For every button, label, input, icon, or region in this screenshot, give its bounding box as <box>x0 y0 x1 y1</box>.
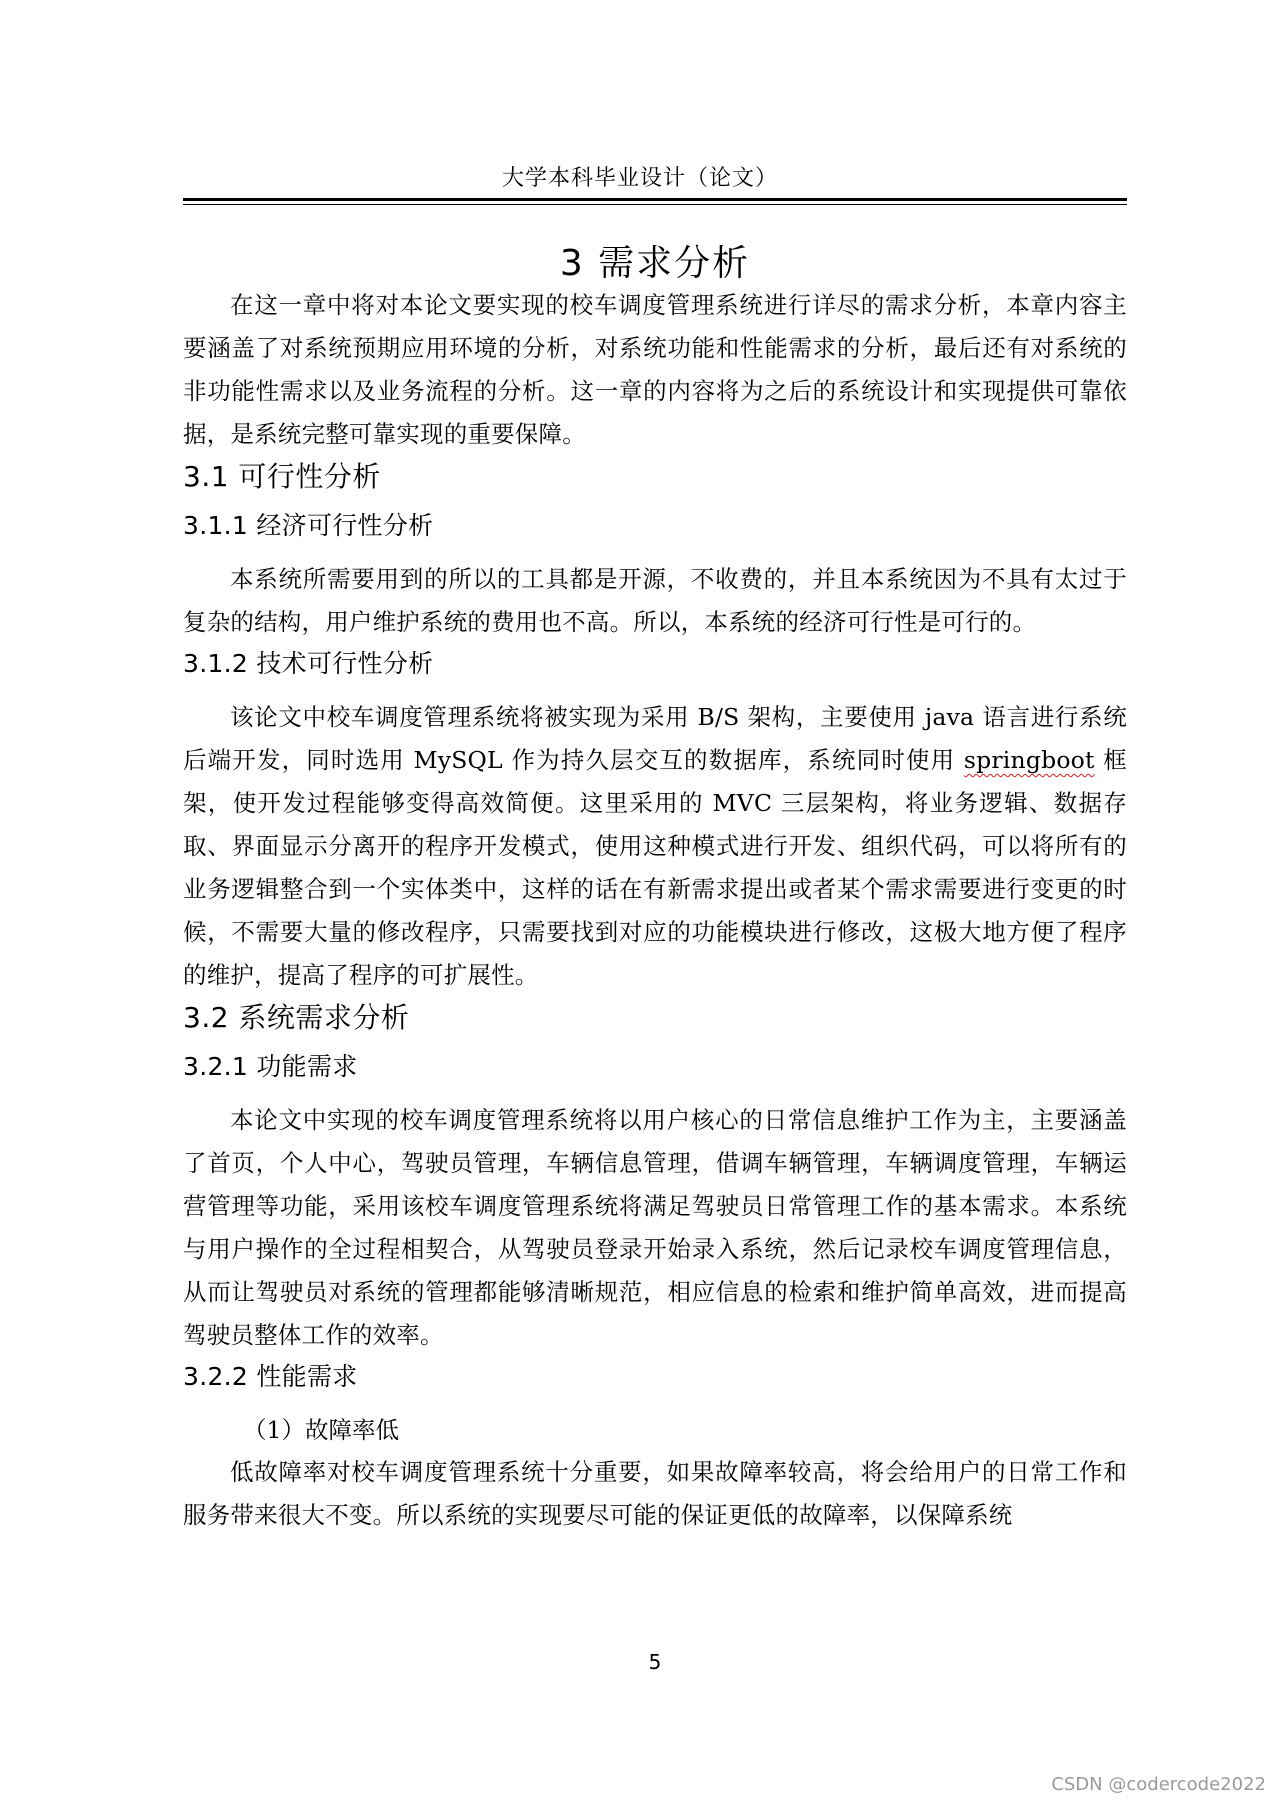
running-header-title: 大学本科毕业设计（论文） <box>501 166 778 191</box>
header-rule-thin <box>183 204 1127 205</box>
page-content <box>183 284 1127 1537</box>
functional-requirements-paragraph: 本论文中实现的校车调度管理系统将以用户核心的日常信息维护工作为主，主要涵盖了首页，个人中心，驾驶员管理，车辆信息管理，借调车辆管理，车辆调度管理，车辆运营管理等功能，采用该校车调度管理系统将满足驾驶员日常管理工作的基本需求。本系统与用户操作的全过程相契合，从驾驶员登录开始录入系统，然后记录校车调度管理信息，从而让驾驶员对系统的管理都能够清晰规范，相应信息的检索和维护简单高效，进而提高驾驶员整体工作的效率。 <box>183 1106 1127 1349</box>
page-number: 5 <box>648 1650 662 1674</box>
header-rule-thick <box>183 198 1127 201</box>
subsection-heading-3-1-2: 3.1.2 技术可行性分析 <box>183 649 434 678</box>
section-heading-3-1: 3.1 可行性分析 <box>183 460 381 493</box>
spellcheck-underlined-word: springboot <box>963 746 1095 774</box>
subsection-heading-3-2-1: 3.2.1 功能需求 <box>183 1052 358 1081</box>
subsection-heading-3-1-1: 3.1.1 经济可行性分析 <box>183 511 434 540</box>
csdn-watermark: CSDN @codercode2022 <box>1051 1774 1266 1795</box>
economic-feasibility-paragraph: 本系统所需要用到的所以的工具都是开源，不收费的，并且本系统因为不具有太过于复杂的结构，用户维护系统的费用也不高。所以，本系统的经济可行性是可行的。 <box>183 565 1127 636</box>
technical-text-before: 该论文中校车调度管理系统将被实现为采用 B/S 架构，主要使用 java 语言进行系统后端开发，同时选用 MySQL 作为持久层交互的数据库，系统同时使用 <box>183 703 1127 774</box>
section-heading-3-2: 3.2 系统需求分析 <box>183 1001 410 1034</box>
technical-text-after: 框架，使开发过程能够变得高效简便。这里采用的 MVC 三层架构，将业务逻辑、数据存取、界面显示分离开的程序开发模式，使用这种模式进行开发、组织代码，可以将所有的业务逻辑整合到一个实体类中，这样的话在有新需求提出或者某个需求需要进行变更的时候，不需要大量的修改程序，只需要找到对应的功能模块进行修改，这极大地方便了程序的维护，提高了程序的可扩展性。 <box>183 746 1127 989</box>
subsection-heading-3-2-2: 3.2.2 性能需求 <box>183 1362 358 1391</box>
chapter-intro-paragraph: 在这一章中将对本论文要实现的校车调度管理系统进行详尽的需求分析，本章内容主要涵盖了对系统预期应用环境的分析，对系统功能和性能需求的分析，最后还有对系统的非功能性需求以及业务流程的分析。这一章的内容将为之后的系统设计和实现提供可靠依据，是系统完整可靠实现的重要保障。 <box>183 291 1127 448</box>
technical-feasibility-paragraph <box>183 696 1127 997</box>
chapter-title: 3 需求分析 <box>559 243 751 285</box>
low-failure-rate-paragraph: 低故障率对校车调度管理系统十分重要，如果故障率较高，将会给用户的日常工作和服务带来很大不变。所以系统的实现要尽可能的保证更低的故障率，以保障系统 <box>183 1458 1127 1529</box>
list-item-label-low-failure-rate: （1）故障率低 <box>243 1416 399 1444</box>
